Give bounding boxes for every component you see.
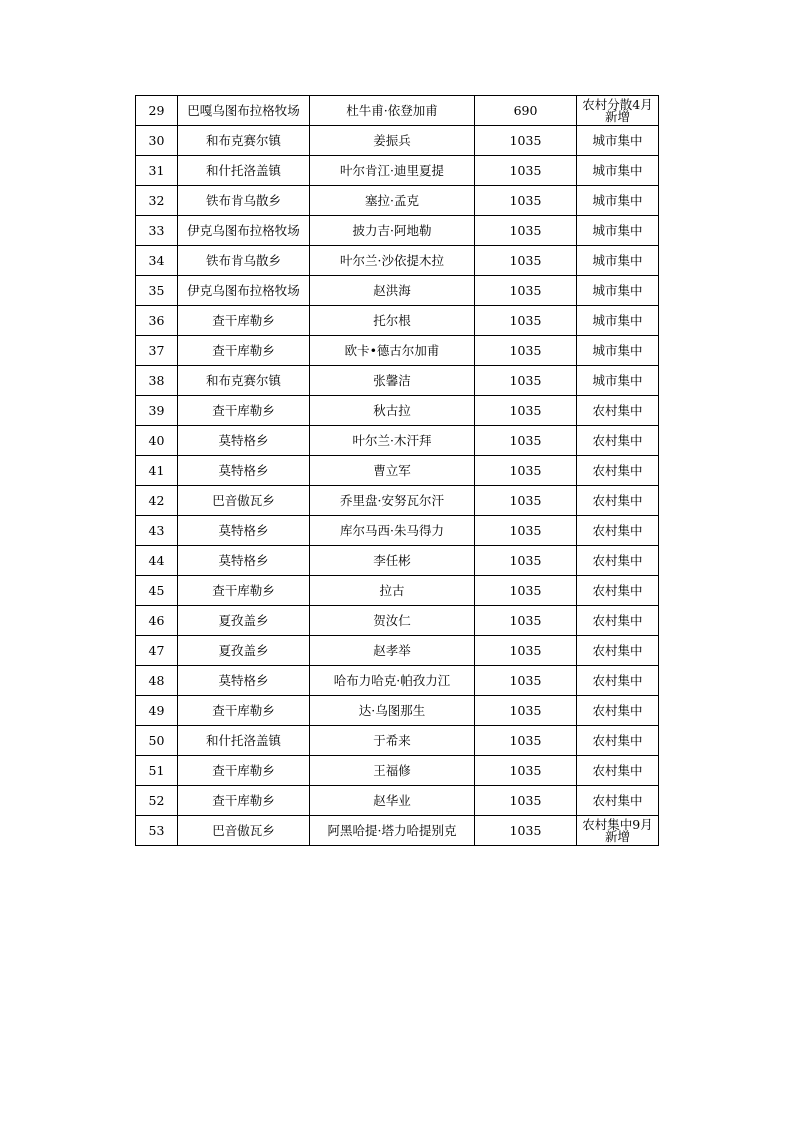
amount-cell: 1035: [475, 486, 577, 516]
table-row: [136, 336, 659, 366]
amount-cell: 1035: [475, 276, 577, 306]
township-cell: 夏孜盖乡: [178, 636, 310, 666]
table-row: [136, 276, 659, 306]
amount-cell: 1035: [475, 516, 577, 546]
township-cell: 和什托洛盖镇: [178, 726, 310, 756]
person-name-cell: 拉古: [310, 576, 475, 606]
township-cell: 查干库勒乡: [178, 396, 310, 426]
person-name-cell: 秋古拉: [310, 396, 475, 426]
category-note-cell: 农村集中: [577, 636, 659, 666]
township-cell: 查干库勒乡: [178, 786, 310, 816]
amount-cell: 1035: [475, 726, 577, 756]
amount-cell: 1035: [475, 666, 577, 696]
amount-cell: 1035: [475, 546, 577, 576]
person-name-cell: 叶尔肯江·迪里夏提: [310, 156, 475, 186]
amount-cell: 1035: [475, 156, 577, 186]
township-cell: 查干库勒乡: [178, 306, 310, 336]
amount-cell: 1035: [475, 816, 577, 846]
person-name-cell: 托尔根: [310, 306, 475, 336]
row-number-cell: 40: [136, 426, 178, 456]
township-cell: 查干库勒乡: [178, 696, 310, 726]
person-name-cell: 阿黑哈提·塔力哈提别克: [310, 816, 475, 846]
row-number-cell: 39: [136, 396, 178, 426]
person-name-cell: 赵洪海: [310, 276, 475, 306]
category-note-cell: 农村集中: [577, 726, 659, 756]
amount-cell: 1035: [475, 126, 577, 156]
category-note-cell: 农村集中: [577, 696, 659, 726]
person-name-cell: 于希来: [310, 726, 475, 756]
category-note-cell: 城市集中: [577, 156, 659, 186]
table-row: [136, 396, 659, 426]
table-row: [136, 96, 659, 126]
township-cell: 莫特格乡: [178, 516, 310, 546]
amount-cell: 1035: [475, 186, 577, 216]
township-cell: 查干库勒乡: [178, 336, 310, 366]
table-row: [136, 576, 659, 606]
person-name-cell: 叶尔兰·木汗拜: [310, 426, 475, 456]
person-name-cell: 赵孝举: [310, 636, 475, 666]
township-cell: 莫特格乡: [178, 426, 310, 456]
township-cell: 查干库勒乡: [178, 756, 310, 786]
category-note-cell: 农村分散4月新增: [577, 96, 659, 126]
table-row: [136, 366, 659, 396]
row-number-cell: 35: [136, 276, 178, 306]
township-cell: 和布克赛尔镇: [178, 366, 310, 396]
township-cell: 伊克乌图布拉格牧场: [178, 216, 310, 246]
person-name-cell: 塞拉·孟克: [310, 186, 475, 216]
person-name-cell: 乔里盘·安努瓦尔汗: [310, 486, 475, 516]
township-cell: 巴嘎乌图布拉格牧场: [178, 96, 310, 126]
township-cell: 莫特格乡: [178, 666, 310, 696]
person-name-cell: 姜振兵: [310, 126, 475, 156]
table-row: [136, 756, 659, 786]
person-name-cell: 欧卡•德古尔加甫: [310, 336, 475, 366]
township-cell: 巴音傲瓦乡: [178, 486, 310, 516]
table-row: [136, 666, 659, 696]
person-name-cell: 杜牛甫·依登加甫: [310, 96, 475, 126]
category-note-cell: 农村集中: [577, 456, 659, 486]
person-name-cell: 赵华业: [310, 786, 475, 816]
township-cell: 伊克乌图布拉格牧场: [178, 276, 310, 306]
amount-cell: 1035: [475, 756, 577, 786]
category-note-cell: 农村集中: [577, 666, 659, 696]
category-note-cell: 农村集中: [577, 546, 659, 576]
amount-cell: 1035: [475, 366, 577, 396]
row-number-cell: 41: [136, 456, 178, 486]
category-note-cell: 城市集中: [577, 126, 659, 156]
row-number-cell: 29: [136, 96, 178, 126]
relief-recipients-table: [135, 95, 659, 846]
table-row: [136, 306, 659, 336]
category-note-cell: 农村集中: [577, 516, 659, 546]
township-cell: 铁布肯乌散乡: [178, 186, 310, 216]
row-number-cell: 51: [136, 756, 178, 786]
township-cell: 和什托洛盖镇: [178, 156, 310, 186]
township-cell: 莫特格乡: [178, 546, 310, 576]
person-name-cell: 达·乌图那生: [310, 696, 475, 726]
row-number-cell: 44: [136, 546, 178, 576]
table-row: [136, 726, 659, 756]
row-number-cell: 30: [136, 126, 178, 156]
person-name-cell: 哈布力哈克·帕孜力江: [310, 666, 475, 696]
category-note-cell: 城市集中: [577, 216, 659, 246]
amount-cell: 1035: [475, 336, 577, 366]
amount-cell: 1035: [475, 306, 577, 336]
township-cell: 夏孜盖乡: [178, 606, 310, 636]
row-number-cell: 50: [136, 726, 178, 756]
row-number-cell: 31: [136, 156, 178, 186]
row-number-cell: 37: [136, 336, 178, 366]
amount-cell: 690: [475, 96, 577, 126]
table-row: [136, 216, 659, 246]
township-cell: 铁布肯乌散乡: [178, 246, 310, 276]
category-note-cell: 城市集中: [577, 246, 659, 276]
row-number-cell: 52: [136, 786, 178, 816]
row-number-cell: 48: [136, 666, 178, 696]
row-number-cell: 43: [136, 516, 178, 546]
township-cell: 莫特格乡: [178, 456, 310, 486]
amount-cell: 1035: [475, 576, 577, 606]
category-note-cell: 农村集中: [577, 576, 659, 606]
table-body: [136, 96, 659, 846]
category-note-cell: 农村集中: [577, 786, 659, 816]
category-note-cell: 农村集中: [577, 486, 659, 516]
person-name-cell: 叶尔兰·沙依提木拉: [310, 246, 475, 276]
category-note-cell: 城市集中: [577, 366, 659, 396]
person-name-cell: 贺汝仁: [310, 606, 475, 636]
amount-cell: 1035: [475, 606, 577, 636]
person-name-cell: 披力吉·阿地勒: [310, 216, 475, 246]
table-row: [136, 156, 659, 186]
amount-cell: 1035: [475, 246, 577, 276]
table-row: [136, 516, 659, 546]
township-cell: 查干库勒乡: [178, 576, 310, 606]
row-number-cell: 38: [136, 366, 178, 396]
township-cell: 巴音傲瓦乡: [178, 816, 310, 846]
person-name-cell: 李任彬: [310, 546, 475, 576]
amount-cell: 1035: [475, 786, 577, 816]
table-row: [136, 456, 659, 486]
table-row: [136, 606, 659, 636]
table-row: [136, 816, 659, 846]
category-note-cell: 农村集中: [577, 606, 659, 636]
row-number-cell: 49: [136, 696, 178, 726]
table-row: [136, 546, 659, 576]
row-number-cell: 46: [136, 606, 178, 636]
table-row: [136, 486, 659, 516]
table-row: [136, 246, 659, 276]
row-number-cell: 36: [136, 306, 178, 336]
township-cell: 和布克赛尔镇: [178, 126, 310, 156]
category-note-cell: 农村集中9月新增: [577, 816, 659, 846]
category-note-cell: 城市集中: [577, 276, 659, 306]
category-note-cell: 农村集中: [577, 756, 659, 786]
row-number-cell: 33: [136, 216, 178, 246]
row-number-cell: 32: [136, 186, 178, 216]
amount-cell: 1035: [475, 456, 577, 486]
category-note-cell: 城市集中: [577, 336, 659, 366]
category-note-cell: 农村集中: [577, 396, 659, 426]
row-number-cell: 47: [136, 636, 178, 666]
amount-cell: 1035: [475, 216, 577, 246]
table-row: [136, 126, 659, 156]
amount-cell: 1035: [475, 426, 577, 456]
row-number-cell: 34: [136, 246, 178, 276]
table-row: [136, 426, 659, 456]
amount-cell: 1035: [475, 696, 577, 726]
row-number-cell: 53: [136, 816, 178, 846]
table-row: [136, 636, 659, 666]
person-name-cell: 曹立军: [310, 456, 475, 486]
person-name-cell: 库尔马西·朱马得力: [310, 516, 475, 546]
row-number-cell: 42: [136, 486, 178, 516]
person-name-cell: 王福修: [310, 756, 475, 786]
person-name-cell: 张馨洁: [310, 366, 475, 396]
category-note-cell: 城市集中: [577, 306, 659, 336]
amount-cell: 1035: [475, 636, 577, 666]
table-row: [136, 786, 659, 816]
category-note-cell: 城市集中: [577, 186, 659, 216]
category-note-cell: 农村集中: [577, 426, 659, 456]
table-row: [136, 186, 659, 216]
row-number-cell: 45: [136, 576, 178, 606]
amount-cell: 1035: [475, 396, 577, 426]
table-row: [136, 696, 659, 726]
